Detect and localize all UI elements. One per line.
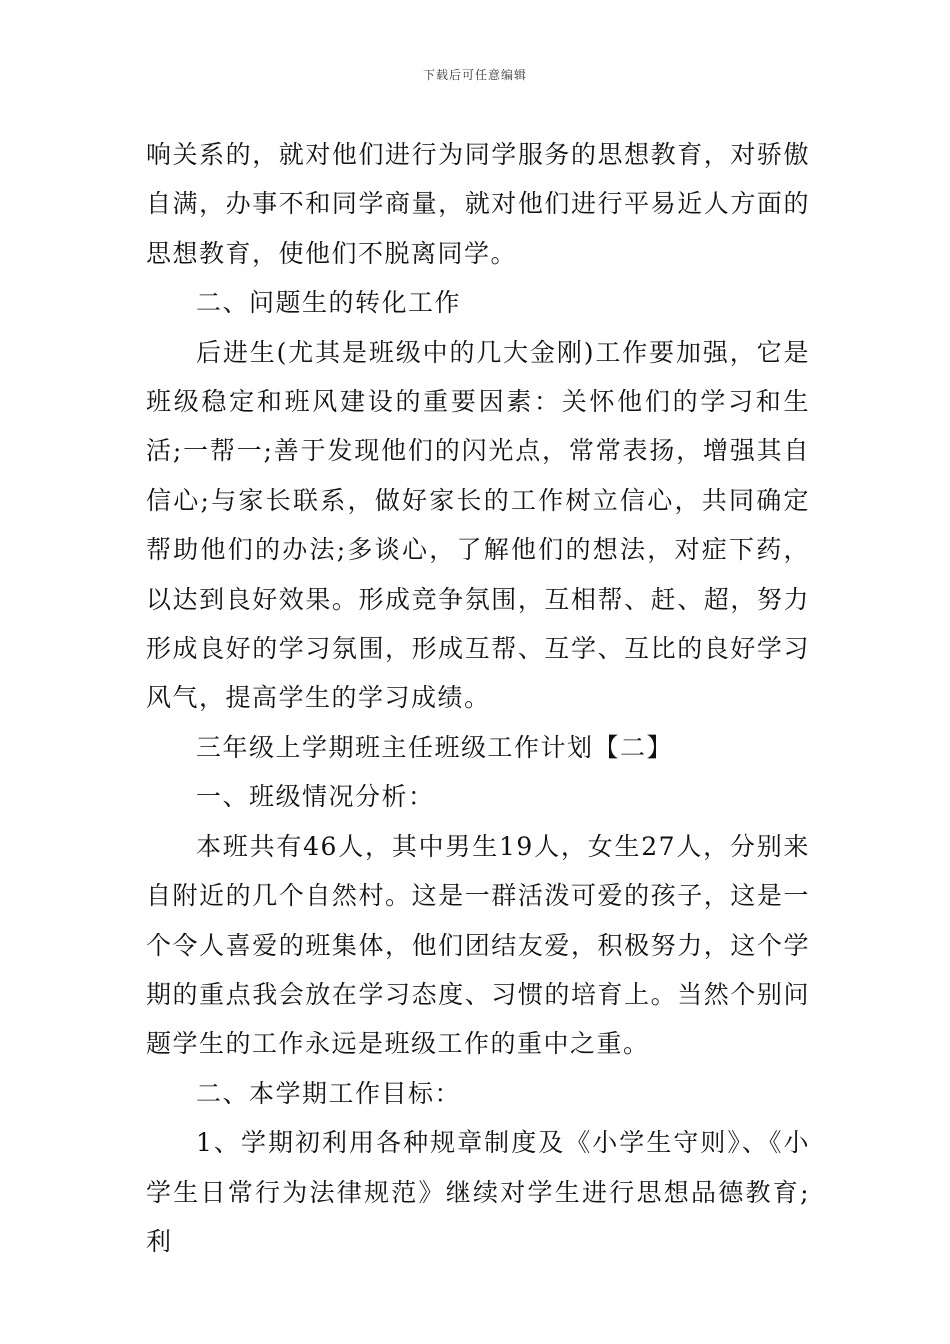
document-body	[146, 130, 810, 1266]
document-title-plan-two: 三年级上学期班主任班级工作计划【二】	[196, 732, 674, 762]
paragraph-goal-one: 1、学期初利用各种规章制度及《小学生守则》、《小学生日常行为法律规范》继续对学生进行思想品德教育;利	[146, 1128, 810, 1256]
section-heading-problem-students: 二、问题生的转化工作	[196, 288, 462, 318]
section-heading-class-analysis: 一、班级情况分析：	[196, 782, 435, 812]
paragraph-class-analysis: 本班共有46人，其中男生19人，女生27人，分别来自附近的几个自然村。这是一群活泼可爱的孩子，这是一个令人喜爱的班集体，他们团结友爱，积极努力，这个学期的重点我会放在学习态度、习惯的培育上。当然个别问题学生的工作永远是班级工作的重中之重。	[146, 831, 810, 1059]
paragraph-continuation: 响关系的，就对他们进行为同学服务的思想教育，对骄傲自满，办事不和同学商量，就对他们进行平易近人方面的思想教育，使他们不脱离同学。	[146, 140, 810, 268]
section-heading-goals: 二、本学期工作目标：	[196, 1078, 462, 1108]
paragraph-underachievers: 后进生(尤其是班级中的几大金刚)工作要加强，它是班级稳定和班风建设的重要因素：关怀他们的学习和生活;一帮一;善于发现他们的闪光点，常常表扬，增强其自信心;与家长联系，做好家长的工作树立信心，共同确定帮助他们的办法;多谈心，了解他们的想法，对症下药，以达到良好效果。形成竞争氛围，互相帮、赶、超，努力形成良好的学习氛围，形成互帮、互学、互比的良好学习风气，提高学生的学习成绩。	[146, 337, 810, 713]
page-header-note: 下载后可任意编辑	[422, 68, 527, 82]
